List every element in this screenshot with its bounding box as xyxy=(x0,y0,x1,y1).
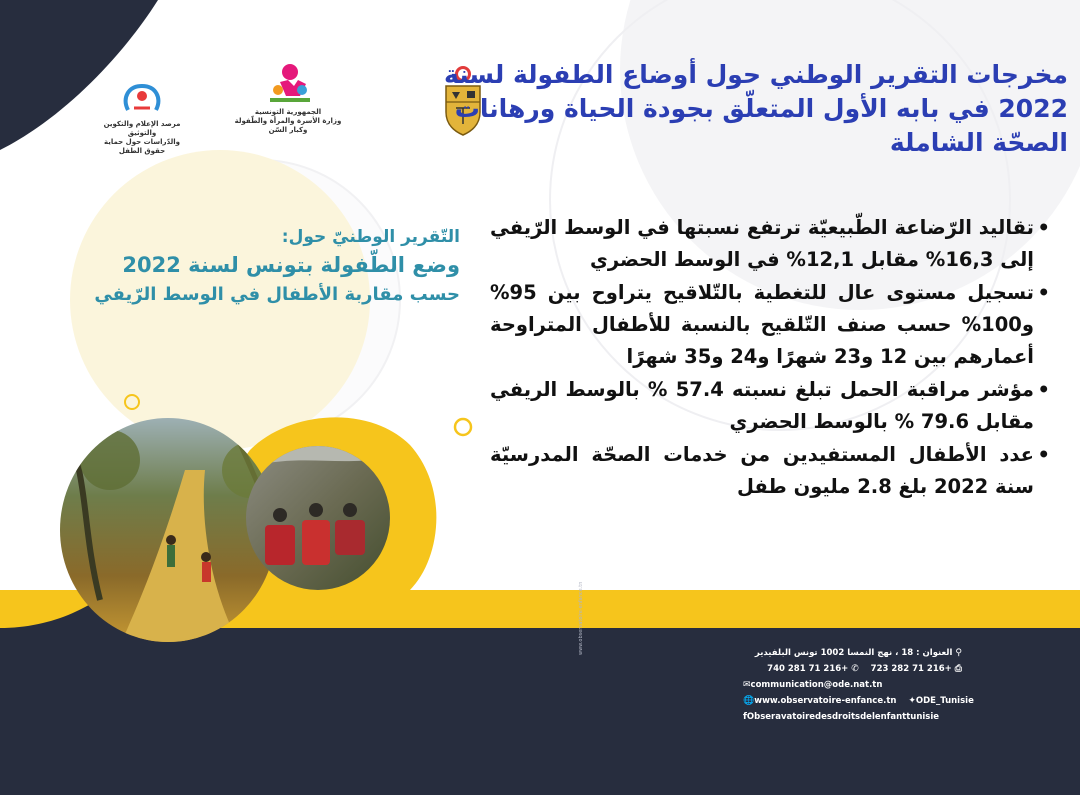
observatory-child-logo xyxy=(98,80,186,116)
page-title xyxy=(444,58,1068,160)
ministry-line-2: وزارة الأسرة والمرأة والطّفولة وكبار السّن xyxy=(234,117,342,134)
findings-list xyxy=(490,212,1050,504)
phone-text: +216 71 281 740 xyxy=(767,664,849,674)
website-link[interactable]: www.observatoire-enfance.tn xyxy=(754,696,897,706)
fax-icon: ⎙ xyxy=(954,664,962,674)
location-pin-icon: ⚲ xyxy=(955,648,962,658)
twitter-icon: ✦ xyxy=(908,696,916,706)
observatory-line-1: مرصد الإعلام والتكوين والتوثيق xyxy=(103,120,181,137)
title-line-2: 2022 في بابه الأول المتعلّق بجودة الحياة ورهانات xyxy=(454,94,1068,123)
finding-item: • مؤشر مراقبة الحمل تبلغ نسبته 57.4 % بالوسط الريفي مقابل 79.6 % بالوسط الحضري xyxy=(490,374,1050,438)
report-subtitle-line-3: حسب مقاربة الأطفال في الوسط الرّيفي xyxy=(94,284,460,305)
decor-circle xyxy=(455,419,471,435)
report-subtitle-line-1: التّقرير الوطنيّ حول: xyxy=(281,227,460,247)
ministry-line-1: الجمهورية التونسية xyxy=(254,108,322,116)
twitter-link[interactable]: ODE_Tunisie xyxy=(915,696,974,706)
web-row xyxy=(740,693,974,709)
address-row xyxy=(740,645,962,661)
ministry-family-logo xyxy=(228,62,348,104)
contact-block xyxy=(740,645,974,725)
title-line-1: مخرجات التقرير الوطني حول أوضاع الطفولة لسنة xyxy=(444,60,1068,89)
observatory-line-2: والدّراسات حول حماية حقوق الطفل xyxy=(103,138,181,155)
ministry-logo xyxy=(228,62,348,135)
observatory-logo xyxy=(98,80,186,156)
vertical-note: www.observatoire-enfance.tn xyxy=(578,581,584,655)
facebook-link[interactable]: Obseravatoiredesdroitsdelenfanttunisie xyxy=(746,712,940,722)
facebook-icon: f xyxy=(743,712,747,722)
finding-item: • تقاليد الرّضاعة الطّبيعيّة ترتفع نسبتها في الوسط الرّيفي إلى 16,3% مقابل 12,1% في الوسط الحضري xyxy=(490,212,1050,276)
finding-item: • تسجيل مستوى عال للتغطية بالتّلاقيح يتراوح بين 95% و100% حسب صنف التّلقيح بالنسبة للأطفال المتراوحة أعمارهم بين 12 و23 شهرًا و24 و35 شهرًا xyxy=(490,277,1050,373)
globe-icon: 🌐 xyxy=(743,696,755,706)
email-icon: ✉ xyxy=(743,680,751,690)
report-subtitle xyxy=(70,226,460,308)
facebook-row xyxy=(740,709,962,725)
email-link[interactable]: communication@ode.nat.tn xyxy=(750,680,883,690)
title-line-3: الصحّة الشاملة xyxy=(889,128,1068,157)
phone-row xyxy=(740,661,962,677)
address-text: العنوان : 18 ، نهج النمسا 1002 تونس البلفيدير xyxy=(754,648,953,658)
report-subtitle-line-2: وضع الطّفولة بتونس لسنة 2022 xyxy=(122,253,460,277)
finding-item: • عدد الأطفال المستفيدين من خدمات الصحّة المدرسيّة سنة 2022 بلغ 2.8 مليون طفل xyxy=(490,439,1050,503)
phone-icon: ✆ xyxy=(851,664,859,674)
fax-text: +216 71 282 723 xyxy=(870,664,952,674)
email-row[interactable] xyxy=(740,677,962,693)
